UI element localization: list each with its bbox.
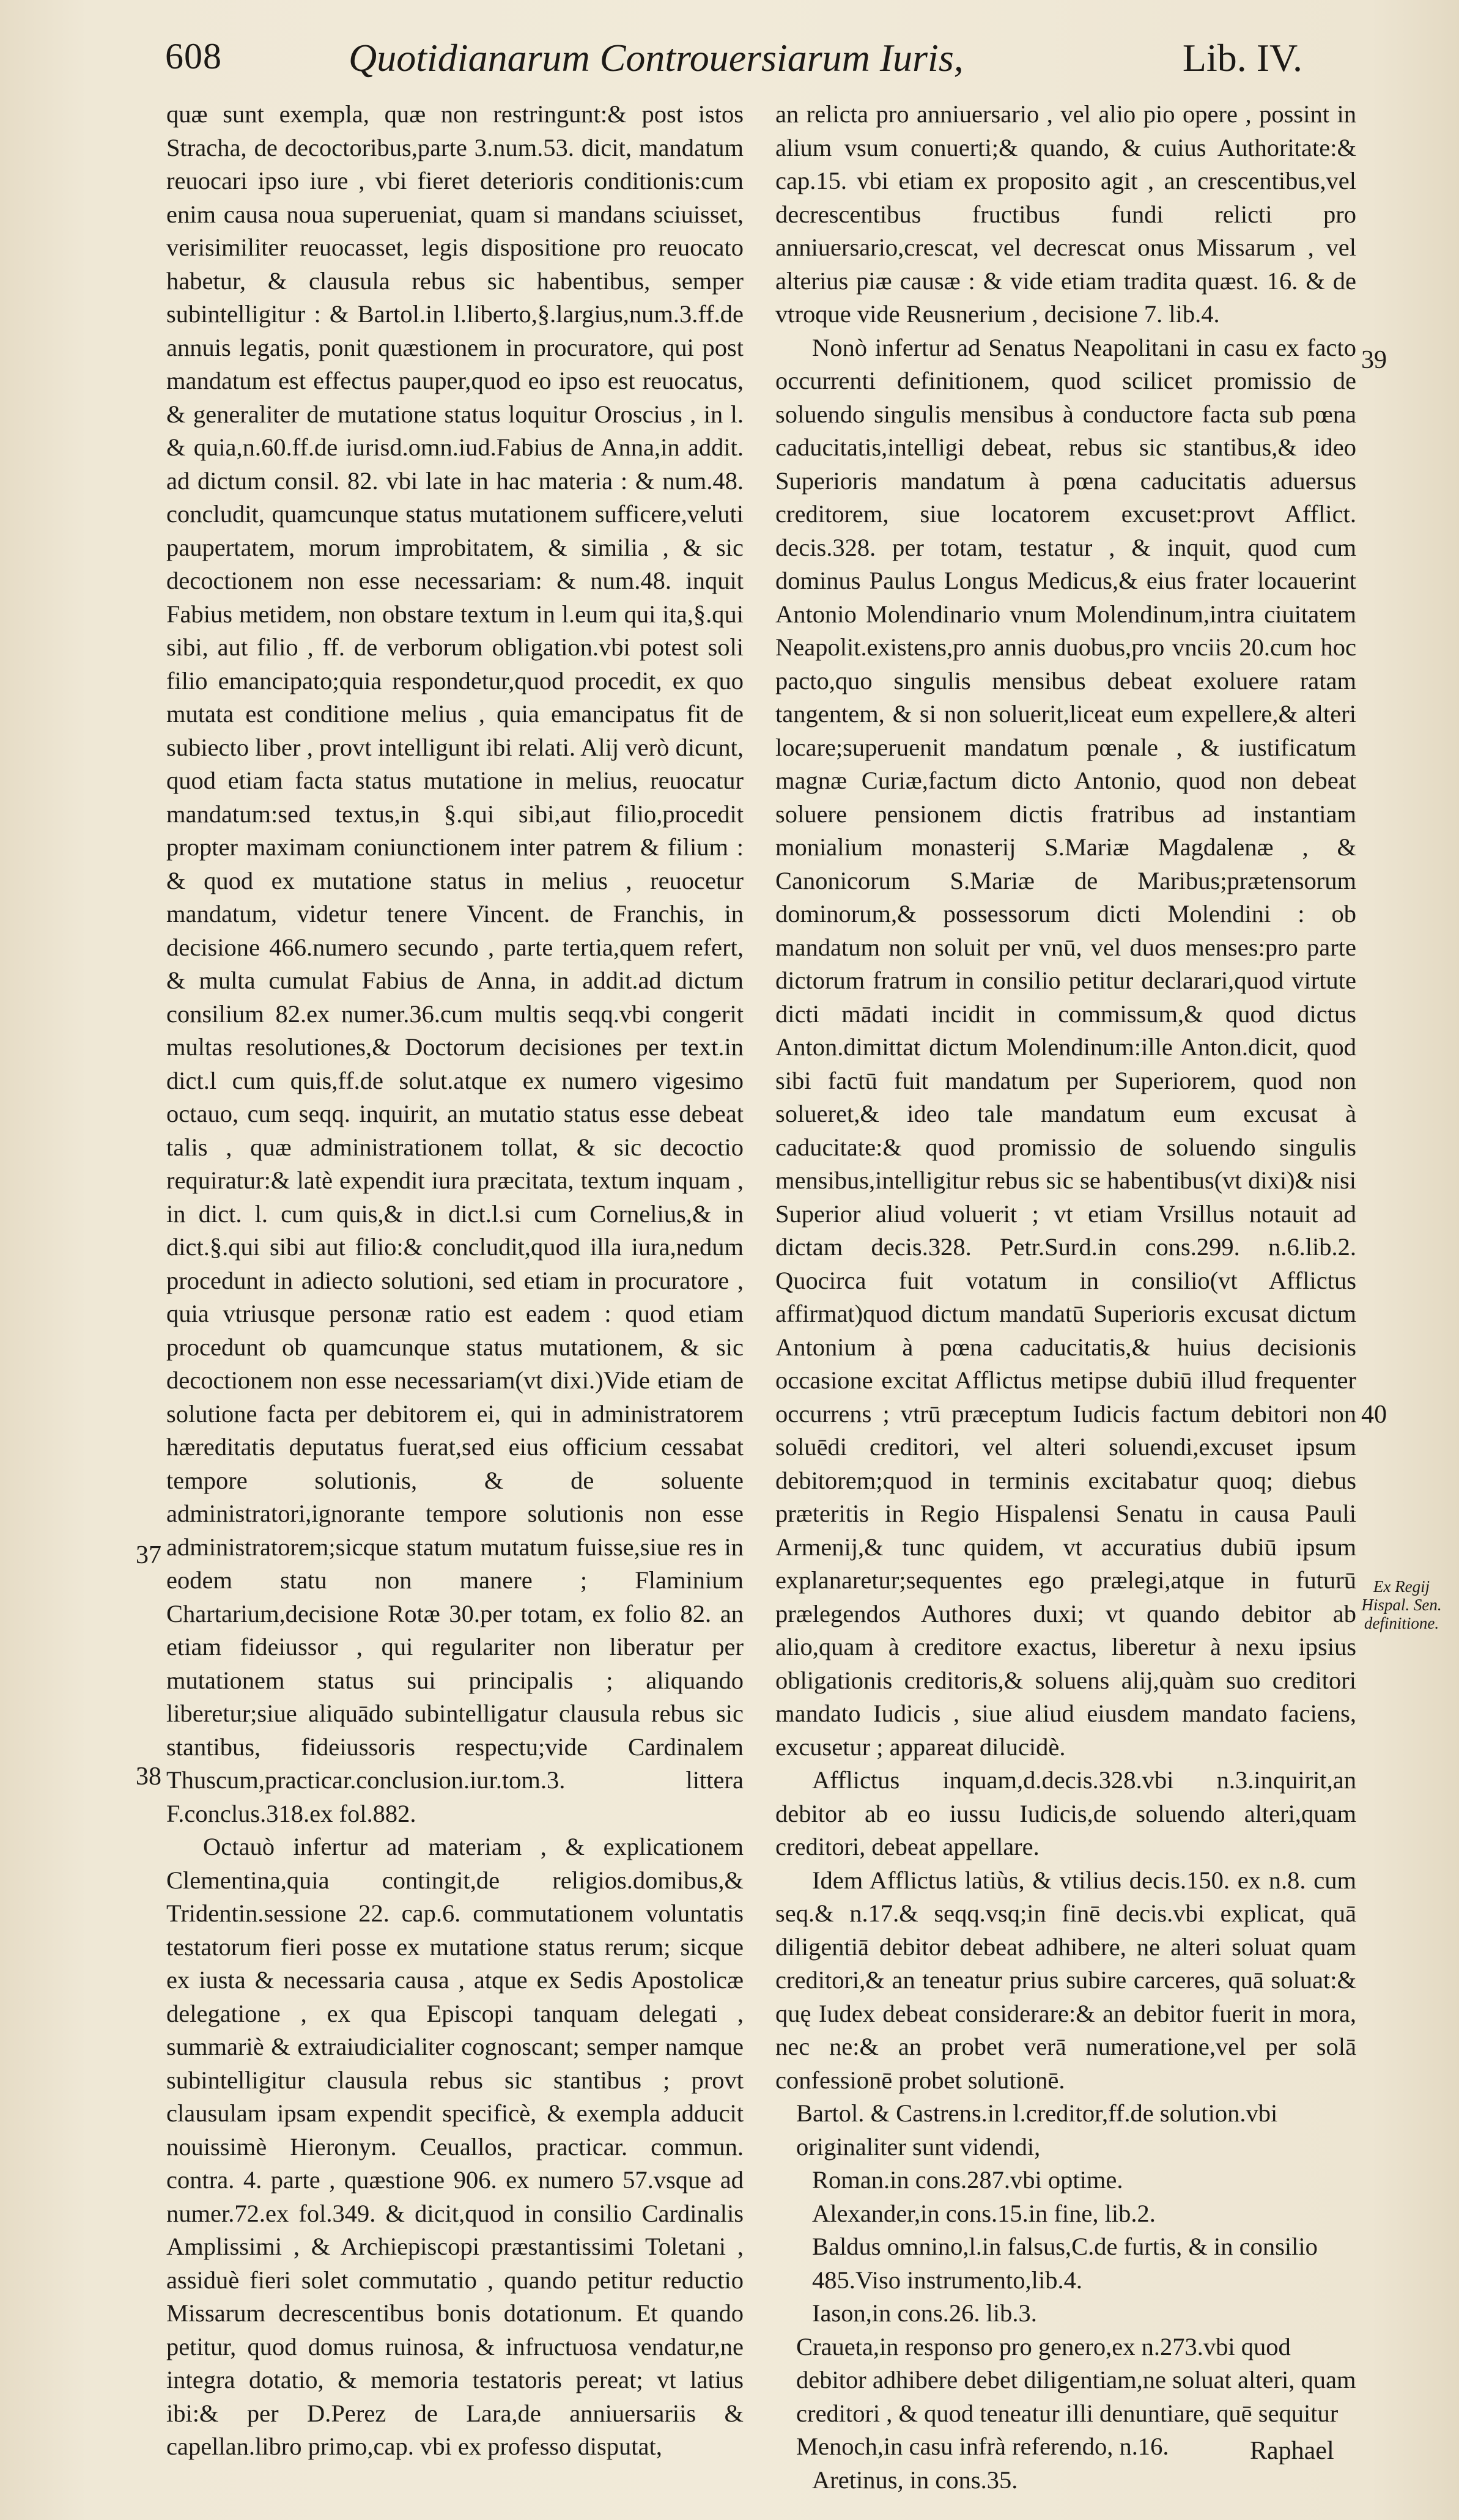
reference-iason: Iason,in cons.26. lib.3.: [812, 2299, 1037, 2327]
paragraph-right-3: Afflictus inquam,d.decis.328.vbi n.3.inquirit,an debitor ab eo iussu Iudicis,de soluendo alteri,quam creditori, debeat appellare.: [775, 1766, 1356, 1860]
paragraph-right-4: Idem Afflictus latiùs, & vtilius decis.150. ex n.8. cum seq.& n.17.& seqq.vsq;in finē decis.vbi explicat, quā diligentiā debitor debeat adhibere, ne alteri soluat quam creditori,& an teneatur prius subire carceres, quā soluat:& quę Iudex debeat considerare:& an debitor fuerit in mora, nec ne:& an probet verā numeratione,vel per solā confessionē probet solutionē.: [775, 1866, 1356, 2094]
running-header: [165, 35, 1302, 90]
paragraph-right-2: Nonò infertur ad Senatus Neapolitani in casu ex facto occurrenti definitionem, quod scilicet promissio de soluendo singulis mensibus à conductore facta sub pœna caducitatis,intelligi debeat, rebus sic stantibus,& ideo Superioris mandatum à pœna caducitatis aduersus creditorem, siue locatorem excuset:provt Afflict. decis.328. per totam, testatur , & inquit, quod cum dominus Paulus Longus Medicus,& eius frater locauerint Antonio Molendinario vnum Molendinum,intra ciuitatem Neapolit.existens,pro annis duobus,pro vnciis 20.cum hoc pacto,quo singulis mensibus debeat exoluere ratam tangentem, & si non soluerit,liceat eum expellere,& alteri locare;superuenit mandatum pœnale , & iustificatum magnæ Curiæ,factum dicto Antonio, quod non debeat soluere pensionem dictis fratribus ad instantiam monialium monasterij S.Mariæ Magdalenæ , & Canonicorum S.Mariæ de Maribus;prætensorum dominorum,& possessorum dicti Molendini : ob mandatum non soluit per vnū, vel duos menses:pro parte dictorum fratrum in consilio petitur declarari,quod virtute dicti mādati incidit in commissum,& quod dictus Anton.dimittat dictum Molendinum:ille Anton.dicit, quod sibi factū fuit mandatum per Superiorem, quod non solueret,& ideo tale mandatum eum excusat à caducitate:& quod promissio de soluendo singulis mensibus,intelligitur rebus sic se habentibus(vt dixi)& nisi Superior aliud voluerit ; vt etiam Vrsillus notauit ad dictam decis.328. Petr.Surd.in cons.299. n.6.lib.2. Quocirca fuit votatum in consilio(vt Afflictus affirmat)quod dictum mandatū Superioris excusat dictum Antonium à pœna caducitatis,& huius decisionis occasione excitat Afflictus metipse dubiū illud frequenter occurrens ; vtrū præceptum Iudicis factum debitori non soluēdi creditori, vel alteri soluendi,excuset ipsum debitorem;quod in terminis excitabatur quoq; diebus præteritis in Regio Hispalensi Senatu in causa Pauli Armenij,& tunc quidem, vt accuratius dubiū ipsum explanaretur;sequentes ego prælegi,atque in futurū prælegendos Authores duxi; vt quando debitor ab alio,quam à creditore exactus, liberetur à nexu ipsius obligationis creditoris,& soluens alij,quàm suo creditori mandato Iudicis , siue aliud eiusdem mandato faciens, excusetur ; appareat dilucidè.: [775, 333, 1356, 1761]
left-column: [166, 98, 744, 2464]
reference-aretinus: Aretinus, in cons.35.: [812, 2466, 1018, 2494]
reference-craueta: Craueta,in responso pro genero,ex n.273.vbi quod debitor adhibere debet diligentiam,ne soluat alteri, quam creditori , & quod teneatur illi denuntiare, quē sequitur Menoch,in casu infrà referendo, n.16.: [796, 2332, 1356, 2460]
paragraph-right-1: an relicta pro anniuersario , vel alio pio opere , possint in alium vsum conuerti;& quando, & cuius Authoritate:& cap.15. vbi etiam ex proposito agit , an crescentibus,vel decrescentibus fructibus fundi relicti pro anniuersario,crescat, vel decrescat onus Missarum , vel alterius piæ causæ : & vide etiam tradita quæst. 16. & de vtroque vide Reusnerium , decisione 7. lib.4.: [775, 100, 1356, 328]
margin-number-39: 39: [1361, 346, 1387, 374]
margin-number-40: 40: [1361, 1401, 1387, 1429]
margin-number-37: 37: [136, 1541, 161, 1569]
margin-number-38: 38: [136, 1763, 161, 1791]
reference-romanus: Roman.in cons.287.vbi optime.: [812, 2166, 1123, 2194]
book-number: Lib. IV.: [1182, 36, 1302, 79]
reference-baldus: Baldus omnino,l.in falsus,C.de furtis, & in consilio 485.Viso instrumento,lib.4.: [812, 2233, 1318, 2294]
page-number: 608: [165, 36, 222, 76]
paragraph-left-2: Octauò infertur ad materiam , & explicationem Clementina,quia contingit,de religios.domibus,& Tridentin.sessione 22. cap.6. commutationem voluntatis testatorum fieri posse ex mutatione status rerum; sicque ex iusta & necessaria causa , atque ex Sedis Apostolicæ delegatione , ex qua Episcopi tanquam delegati , summariè & extraiudicialiter cognoscant; semper namque subintelligitur clausula rebus sic stantibus ; provt clausulam ipsam expendit specificè, & exempla adducit nouissimè Hieronym. Ceuallos, practicar. commun. contra. 4. parte , quæstione 906. ex numero 57.vsque ad numer.72.ex fol.349. & dicit,quod in consilio Cardinalis Amplissimi , & Archiepiscopi præstantissimi Toletani , assiduè fieri solet commutatio , quando petitur reductio Missarum decrescentibus bonis dotationum. Et quando petitur, quod domus ruinosa, & infructuosa vendatur,ne integra dotatio, & memoria testatoris pereat; vt latius ibi:& per D.Perez de Lara,de anniuersariis & capellan.libro primo,cap. vbi ex professo disputat,: [166, 1833, 744, 2460]
reference-alexander: Alexander,in cons.15.in fine, lib.2.: [812, 2199, 1156, 2227]
paragraph-left-1: quæ sunt exempla, quæ non restringunt:& post istos Stracha, de decoctoribus,parte 3.num.53. dicit, mandatum reuocari ipso iure , vbi fieret deterioris conditionis:cum enim causa noua superueniat, quam si mandans sciuisset, verisimiliter reuocasset, legis dispositione pro reuocato habetur, & clausula rebus sic habentibus, semper subintelligitur : & Bartol.in l.liberto,§.largius,num.3.ff.de annuis legatis, ponit quæstionem in procuratore, qui post mandatum est effectus pauper,quod eo ipso est reuocatus, & generaliter de mutatione status loquitur Oroscius , in l. & quia,n.60.ff.de iurisd.omn.iud.Fabius de Anna,in addit. ad dictum consil. 82. vbi late in hac materia : & num.48. concludit, quamcunque status mutationem sufficere,veluti paupertatem, morum improbitatem, & similia , & sic decoctionem non esse necessariam: & num.48. inquit Fabius metidem, non obstare textum in l.eum qui ita,§.qui sibi, aut filio , ff. de verborum obligation.vbi potest soli filio emancipato;quia respondetur,quod procedit, ex quo mutata est conditione melius , quia emancipatus fit de subiecto liber , provt intelligunt ibi relati. Alij verò dicunt, quod etiam facta status mutatione in melius, reuocatur mandatum:sed textus,in §.qui sibi,aut filio,procedit propter maximam coniunctionem inter patrem & filium : & quod ex mutatione status in melius , reuocetur mandatum, videtur tenere Vincent. de Franchis, in decisione 466.numero secundo , parte tertia,quem refert, & multa cumulat Fabius de Anna, in addit.ad dictum consilium 82.ex numer.36.cum multis seqq.vbi congerit multas resolutiones,& Doctorum decisiones per text.in dict.l cum quis,ff.de solut.atque ex numero vigesimo octauo, cum seqq. inquirit, an mutatio status esse debeat talis , quæ administrationem tollat, & sic decoctio requiratur:& latè expendit iura præcitata, textum inquam , in dict. l. cum quis,& in dict.l.si cum Cornelius,& in dict.§.qui sibi aut filio:& concludit,quod illa iura,nedum procedunt in adiecto solutioni, sed etiam in procuratore , quia vtriusque personæ ratio est eadem : quod etiam procedunt ob quamcunque status mutationem, & sic decoctionem non esse necessariam(vt dixi.)Vide etiam de solutione facta per debitorem ei, qui in administratorem hæreditatis deputatus fuerat,sed eius officium cessabat tempore solutionis, & de soluente administratori,ignorante tempore solutionis non esse administratorem;sicque statum mutatum fuisse,siue res in eodem statu non manere ; Flaminium Chartarium,decisione Rotæ 30.per totam, ex folio 82. an etiam fideiussor , qui regulariter non liberatur per mutationem status sui principalis ; aliquando liberetur;siue aliquādo subintelligatur clausula rebus sic stantibus, fideiussoris respectu;vide Cardinalem Thuscum,practicar.conclusion.iur.tom.3. littera F.conclus.318.ex fol.882.: [166, 100, 744, 1827]
right-column: [775, 98, 1356, 2497]
catchword: Raphael: [1250, 2437, 1334, 2465]
reference-bartolus: Bartol. & Castrens.in l.creditor,ff.de solution.vbi originaliter sunt videndi,: [796, 2099, 1278, 2161]
margin-note: Ex Regij Hispal. Sen. definitione.: [1361, 1577, 1442, 1632]
running-title: Quotidianarum Controuersiarum Iuris,: [349, 36, 964, 79]
